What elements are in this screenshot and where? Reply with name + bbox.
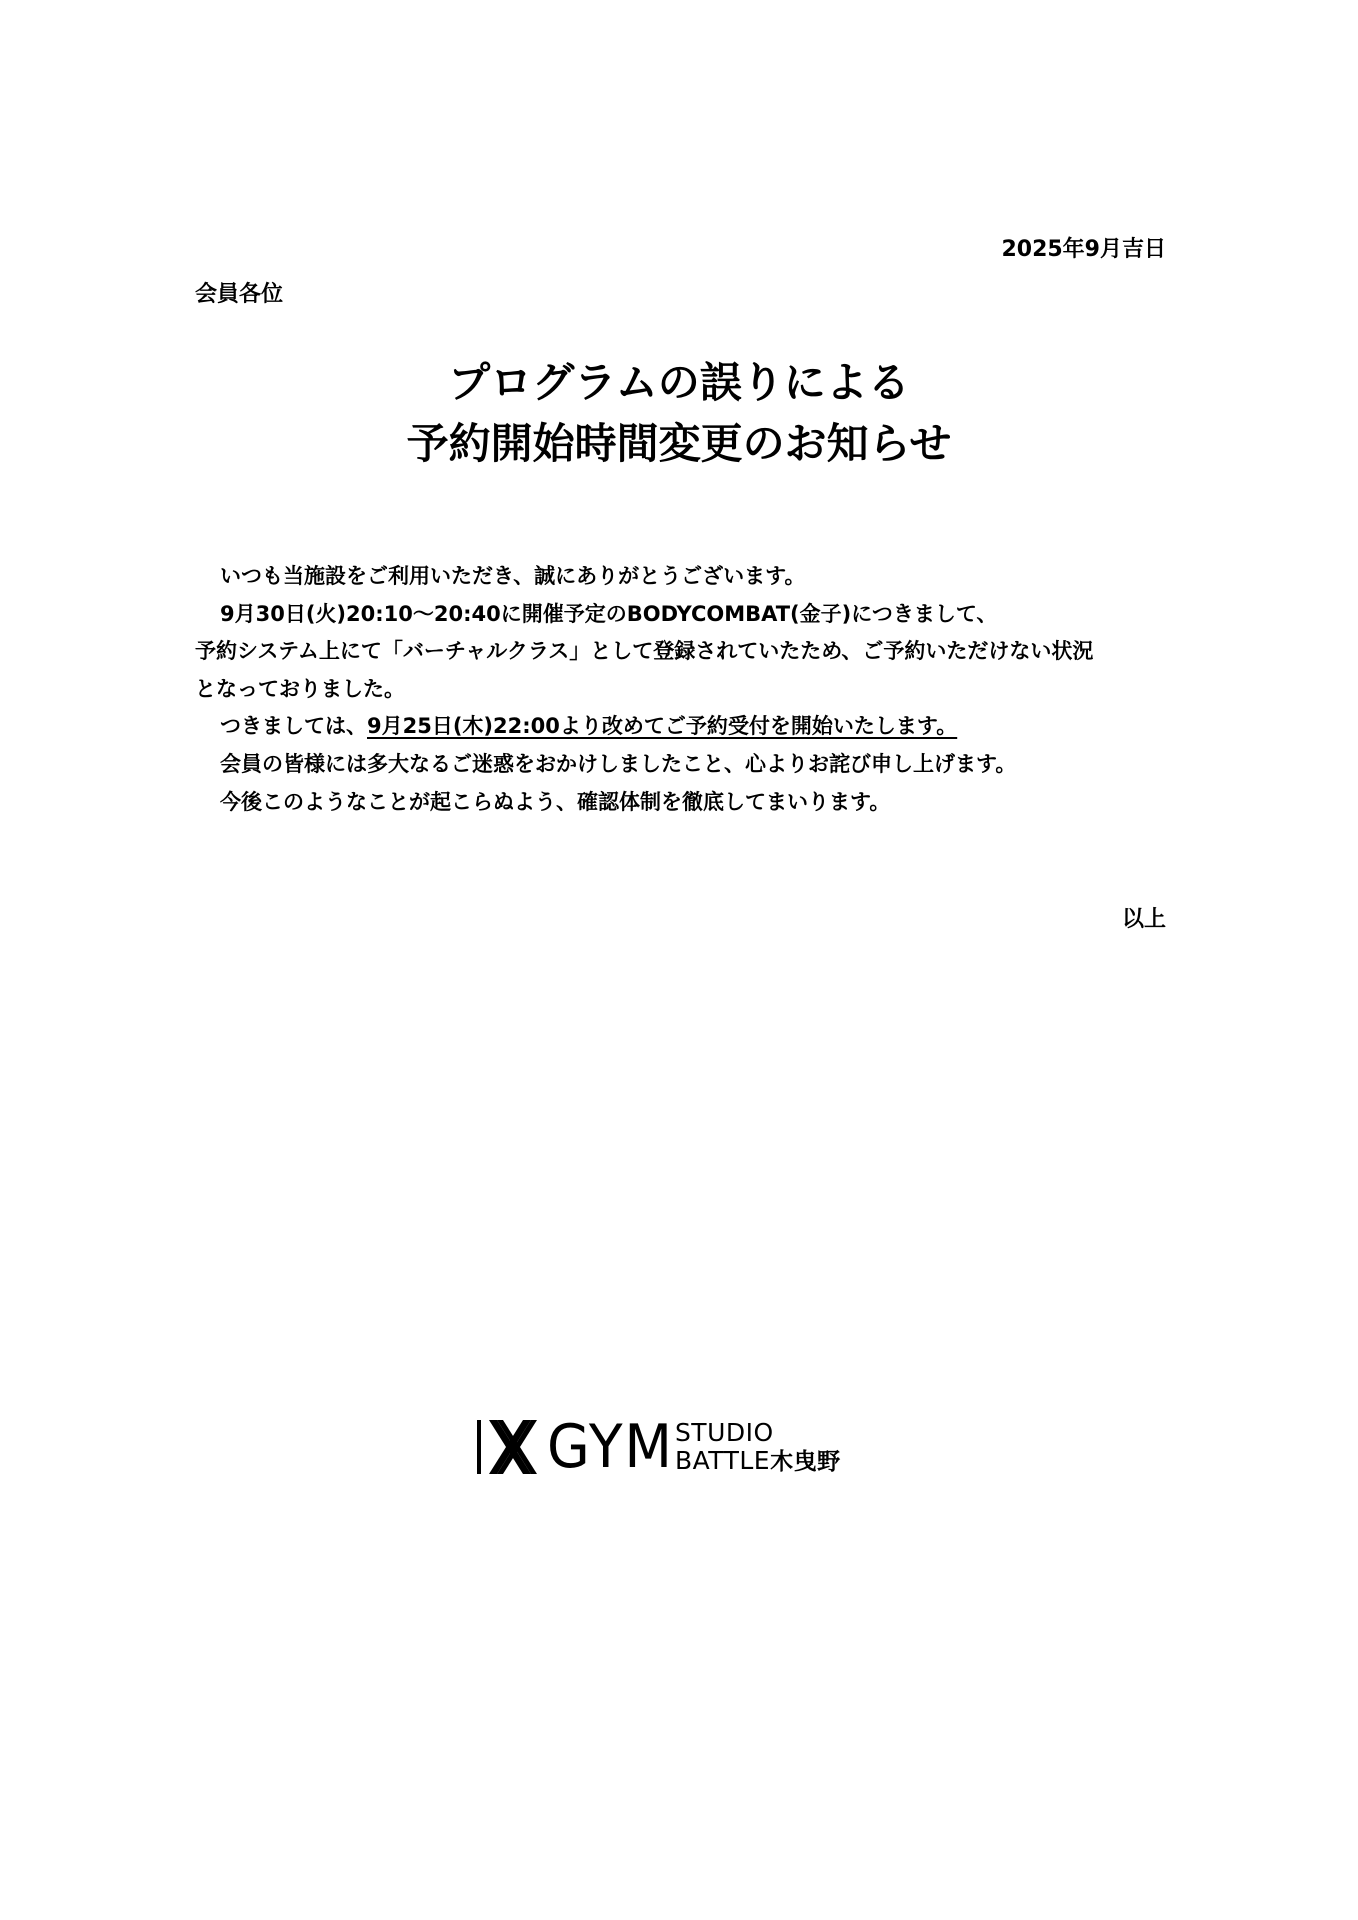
reopen-datetime: 9月25日(木)22:00より改めてご予約受付を開始いたします。 bbox=[367, 714, 958, 739]
closing-mark: 以上 bbox=[1121, 907, 1166, 932]
notice-body bbox=[195, 558, 1185, 821]
title-line-1: プログラムの誤りによる bbox=[448, 358, 910, 407]
paragraph-apology: 会員の皆様には多大なるご迷惑をおかけしましたこと、心よりお詫び申し上げます。 bbox=[220, 751, 1017, 776]
notice-title bbox=[0, 352, 1358, 474]
paragraph-issue-line-2: 予約システム上にて「バーチャルクラス」として登録されていたため、ご予約いただけない状況 bbox=[195, 639, 1094, 664]
logo-gym-wordmark: GYM bbox=[547, 1412, 674, 1482]
paragraph-issue-line-3: となっておりました。 bbox=[195, 676, 405, 701]
paragraph-greeting: いつも当施設をご利用いただき、誠にありがとうございます。 bbox=[220, 564, 806, 588]
paragraph-issue-line-1: 9月30日(火)20:10～20:40に開催予定のBODYCOMBAT(金子)につきまして、 bbox=[220, 601, 998, 626]
gym-logo bbox=[475, 1413, 841, 1481]
ix-logo-mark-icon bbox=[475, 1416, 545, 1478]
paragraph-commitment: 今後このようなことが起こらぬよう、確認体制を徹底してまいります。 bbox=[220, 789, 891, 814]
recipient-line: 会員各位 bbox=[195, 282, 284, 307]
logo-location-text: 木曳野 bbox=[770, 1448, 841, 1475]
paragraph-reopen bbox=[195, 708, 1185, 746]
title-line-2: 予約開始時間変更のお知らせ bbox=[406, 419, 952, 468]
logo-battle-line bbox=[675, 1447, 841, 1476]
logo-subtext bbox=[675, 1419, 841, 1476]
logo-battle-text: BATTLE bbox=[674, 1445, 771, 1475]
logo-studio-text: STUDIO bbox=[674, 1417, 774, 1447]
reopen-prefix: つきましては、 bbox=[220, 714, 367, 739]
document-date: 2025年9月吉日 bbox=[1001, 237, 1166, 262]
